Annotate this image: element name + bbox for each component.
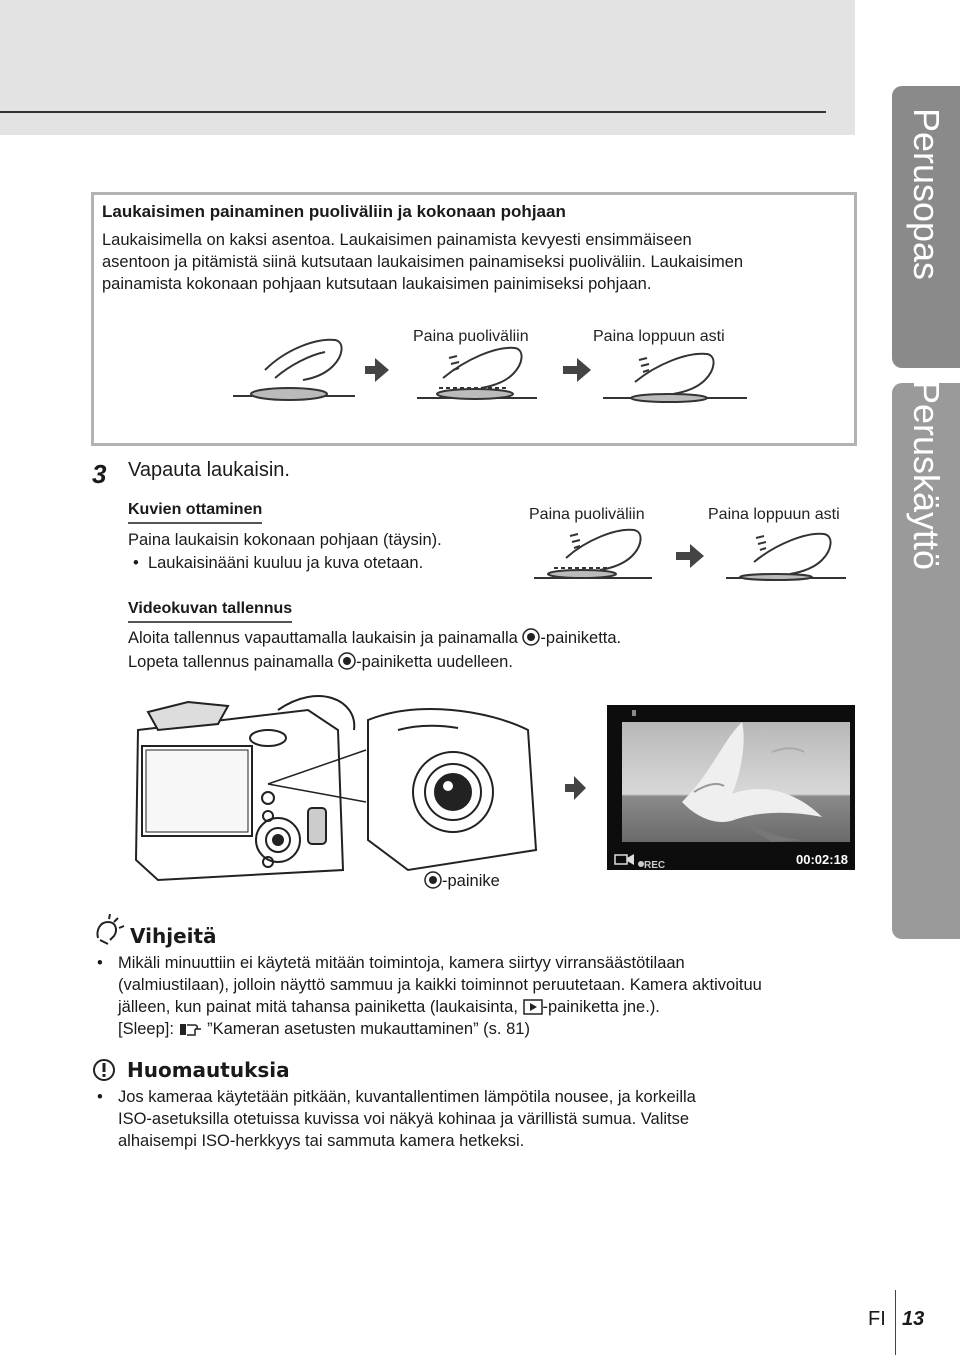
rec-label: REC (644, 860, 666, 871)
movie-button-zoom (368, 709, 536, 870)
side-tab-label: Peruskäyttö (906, 379, 947, 571)
movie-button-label (424, 870, 500, 892)
step-title: Vapauta laukaisin. (128, 459, 290, 481)
movie-button-icon (424, 871, 442, 889)
camera-illustration (128, 690, 548, 890)
finger-resting-illustration (233, 340, 355, 400)
label-half-press: Paina puoliväliin (529, 506, 645, 523)
text-line (118, 1018, 858, 1040)
label-full-press: Paina loppuun asti (593, 328, 725, 345)
text-line: Laukaisimella on kaksi asentoa. Laukaisimen painamista kevyesti ensimmäiseen (102, 231, 692, 249)
video-line-2-b: -painiketta uudelleen. (356, 653, 513, 671)
arrow-icon (676, 544, 704, 568)
text-line: Jos kameraa käytetään pitkään, kuvantallentimen lämpötila nousee, ja korkeilla (118, 1088, 696, 1106)
video-line-1-b: -painiketta. (540, 629, 622, 647)
finger-full-illustration (726, 534, 846, 580)
text-line: asentoon ja pitämistä siinä kutsutaan laukaisimen painamiseksi puoliväliin. Laukaisimen (102, 253, 744, 271)
shutter-press-illustration (225, 330, 785, 410)
bullet-text: Laukaisinääni kuuluu ja kuva otetaan. (147, 554, 424, 572)
lightbulb-icon (92, 914, 126, 946)
photo-text: Paina laukaisin kokonaan pohjaan (täysin). (128, 531, 442, 549)
arrow-icon (365, 358, 389, 382)
shutter-release-illustration (530, 522, 850, 584)
notes-text (118, 1086, 858, 1152)
label-full-press: Paina loppuun asti (708, 506, 840, 523)
text-line: alhaisempi ISO-herkkyys tai sammuta kamera hetkeksi. (118, 1132, 525, 1150)
photo-bullet (133, 552, 423, 574)
page-language: FI (868, 1308, 886, 1330)
side-tab-peruskaytto[interactable] (892, 379, 960, 939)
text-line: (valmiustilaan), jolloin näyttö sammuu ja kaikki toiminnot peruutetaan. Kamera aktivoituu (118, 976, 762, 994)
caution-icon (92, 1058, 116, 1082)
page-number-divider (895, 1290, 896, 1355)
rec-time: 00:02:18 (796, 852, 849, 867)
label-half-press: Paina puoliväliin (413, 328, 529, 345)
step-number: 3 (92, 459, 107, 489)
tips-bullet: • (97, 954, 103, 972)
header-band (0, 0, 855, 135)
bullet-glyph: • (133, 554, 139, 572)
video-line-2-a: Lopeta tallennus painamalla (128, 653, 339, 671)
reference-hand-icon (179, 1021, 203, 1037)
shutter-box-title: Laukaisimen painaminen puoliväliin ja kokonaan pohjaan (102, 202, 566, 221)
arrow-icon (565, 775, 587, 801)
video-line-1-a: Aloita tallennus vapauttamalla laukaisin ja painamalla (128, 629, 523, 647)
text-line: Mikäli minuuttiin ei käytetä mitään toimintoja, kamera siirtyy virransäästötilaan (118, 954, 685, 972)
video-line-2 (128, 651, 513, 673)
text-segment: ”Kameran asetusten mukauttaminen” (s. 81) (202, 1020, 530, 1038)
text-line: ISO-asetuksilla otetuissa kuvissa voi näkyä kohinaa ja värillistä sumua. Valitse (118, 1110, 690, 1128)
video-line-1 (128, 627, 621, 649)
card-icon (632, 710, 636, 716)
side-tab-label: Perusopas (906, 107, 947, 281)
notes-title: Huomautuksia (127, 1058, 290, 1082)
arrow-icon (563, 358, 591, 382)
tips-text (118, 952, 858, 1040)
text-segment: jälleen, kun painat mitä tahansa painiketta (laukaisinta, (118, 998, 523, 1016)
video-heading: Videokuvan tallennus (128, 600, 292, 623)
finger-full-illustration (603, 354, 747, 402)
finger-half-illustration (534, 530, 652, 578)
finger-half-illustration (417, 348, 537, 399)
text-segment: [Sleep]: (118, 1020, 179, 1038)
text-segment: -painiketta jne.). (542, 998, 660, 1016)
text-line (118, 996, 858, 1018)
header-rule (0, 111, 826, 113)
text-line: painamista kokonaan pohjaan kutsutaan laukaisimen painimiseksi pohjaan. (102, 275, 652, 293)
button-label-text: -painike (442, 872, 500, 890)
shutter-box-text (102, 229, 832, 295)
movie-mode-icon (614, 852, 636, 866)
seagull-photo (622, 722, 850, 842)
rec-indicator (638, 855, 665, 873)
photo-heading: Kuvien ottaminen (128, 501, 262, 524)
side-tab-perusopas[interactable] (892, 86, 960, 368)
page-number: 13 (902, 1308, 925, 1330)
notes-bullet: • (97, 1088, 103, 1106)
movie-button-icon (522, 628, 540, 646)
playback-button-icon (523, 999, 543, 1015)
movie-button-icon (338, 652, 356, 670)
tips-title: Vihjeitä (130, 924, 217, 948)
